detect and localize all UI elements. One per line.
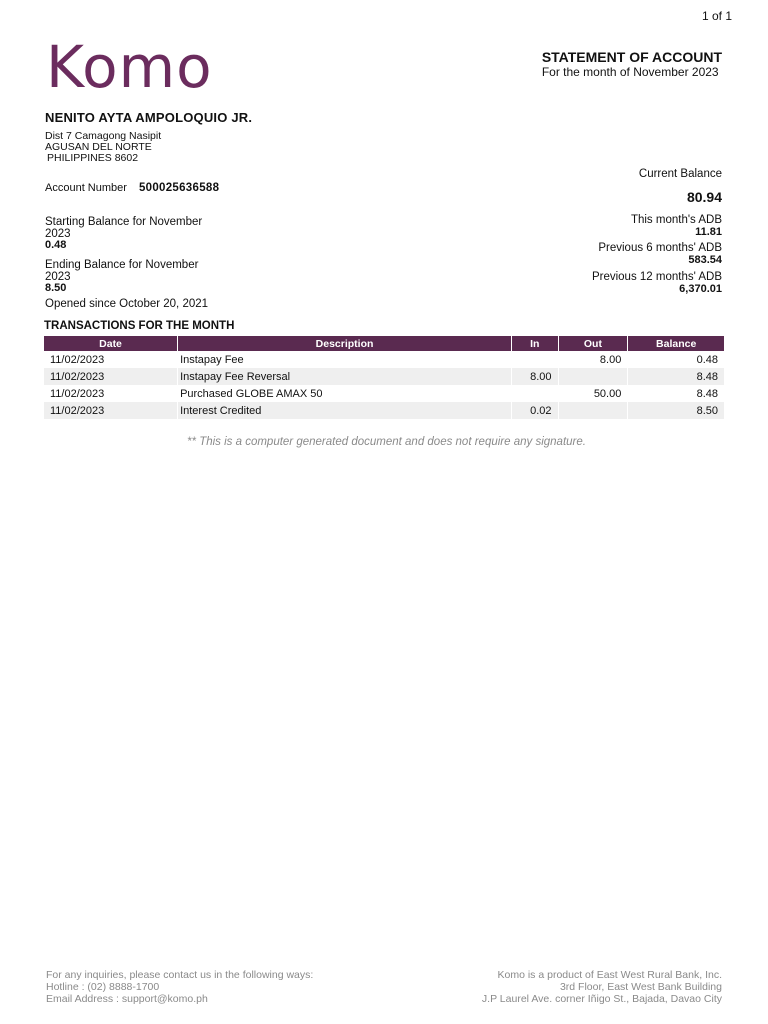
cell-description: Instapay Fee xyxy=(178,351,512,368)
footer-line: For any inquiries, please contact us in the following ways: xyxy=(46,969,314,981)
current-balance-value: 80.94 xyxy=(686,189,722,205)
komo-logo: Komo xyxy=(46,33,213,101)
cell-out: 50.00 xyxy=(558,385,628,402)
adb-6-value: 583.54 xyxy=(688,254,722,266)
ending-balance-value: 8.50 xyxy=(45,282,67,294)
account-number: 500025636588 xyxy=(138,182,220,194)
cell-date: 11/02/2023 xyxy=(44,402,178,419)
cell-balance: 8.48 xyxy=(696,387,718,400)
cell-in: 0.02 xyxy=(511,402,558,419)
statement-period: For the month of November 2023 xyxy=(541,65,719,79)
note-text: ** This is a computer generated document and does not require any signature. xyxy=(187,436,586,448)
adb-12-value: 6,370.01 xyxy=(679,283,722,295)
cell-out: 8.00 xyxy=(558,351,628,368)
account-number-label: Account Number xyxy=(45,182,127,194)
adb-month-value: 11.81 xyxy=(695,226,722,238)
cell-balance: 8.48 xyxy=(628,368,724,385)
account-number-row xyxy=(45,182,219,194)
column-header-out: Out xyxy=(558,336,628,351)
cell-date: 11/02/2023 xyxy=(44,385,178,402)
column-header-date: Date xyxy=(44,336,178,351)
column-header-balance: Balance xyxy=(628,336,724,351)
table-row xyxy=(44,385,724,402)
balance-summary xyxy=(592,168,722,295)
cell-in: 8.00 xyxy=(511,368,558,385)
footer-line: Komo is a product of East West Rural Bank, Inc. xyxy=(497,969,722,981)
table-row xyxy=(44,351,724,368)
starting-balance-label: Starting Balance for November 2023 xyxy=(45,216,203,240)
transactions-title: TRANSACTIONS FOR THE MONTH xyxy=(44,320,235,332)
ending-balance-label: Ending Balance for November 2023 xyxy=(45,259,199,283)
account-info xyxy=(45,182,220,310)
address-line: Dist 7 Camagong Nasipit xyxy=(45,130,162,142)
table-row xyxy=(44,402,724,419)
transactions-table xyxy=(44,336,724,419)
adb-12-months xyxy=(592,271,722,295)
starting-balance-value: 0.48 xyxy=(45,239,67,251)
cell-balance: 8.50 xyxy=(628,402,724,419)
address-line: PHILIPPINES 8602 xyxy=(47,152,139,164)
customer-block xyxy=(45,110,252,164)
footer-line: J.P Laurel Ave. corner Iñigo St., Bajada, Davao City xyxy=(481,993,722,1005)
cell-balance: 0.48 xyxy=(696,353,718,366)
opened-since: Opened since October 20, 2021 xyxy=(45,298,209,310)
page-indicator: 1 of 1 xyxy=(701,9,732,23)
column-header-description: Description xyxy=(178,336,512,351)
customer-name: NENITO AYTA AMPOLOQUIO JR. xyxy=(45,110,253,125)
statement-header xyxy=(542,49,722,79)
adb-month xyxy=(592,214,722,238)
starting-balance xyxy=(45,216,219,250)
cell-date: 11/02/2023 xyxy=(44,351,178,368)
footer-email: Email Address : support@komo.ph xyxy=(46,993,208,1005)
ending-balance xyxy=(45,259,219,293)
cell-description: Purchased GLOBE AMAX 50 xyxy=(178,385,512,402)
cell-description: Interest Credited xyxy=(178,402,512,419)
adb-12-label: Previous 12 months' ADB xyxy=(591,271,722,283)
cell-date: 11/02/2023 xyxy=(44,368,178,385)
table-row xyxy=(44,368,724,385)
cell-out xyxy=(558,368,628,385)
customer-address xyxy=(45,131,252,164)
column-header-in: In xyxy=(511,336,558,351)
current-balance-label: Current Balance xyxy=(638,168,722,180)
footer-contact xyxy=(46,969,313,1005)
cell-description: Instapay Fee Reversal xyxy=(178,368,512,385)
footer-hotline: Hotline : (02) 8888-1700 xyxy=(46,981,160,993)
statement-title: STATEMENT OF ACCOUNT xyxy=(541,49,722,65)
address-line: AGUSAN DEL NORTE xyxy=(45,141,152,153)
table-header-row xyxy=(44,336,724,351)
footer-line: 3rd Floor, East West Bank Building xyxy=(559,981,722,993)
adb-month-label: This month's ADB xyxy=(630,214,722,226)
cell-in xyxy=(511,385,558,402)
cell-in xyxy=(511,351,558,368)
footer-company xyxy=(482,969,722,1005)
adb-6-label: Previous 6 months' ADB xyxy=(598,242,722,254)
cell-out xyxy=(558,402,628,419)
computer-generated-note xyxy=(0,436,768,448)
adb-6-months xyxy=(592,242,722,266)
